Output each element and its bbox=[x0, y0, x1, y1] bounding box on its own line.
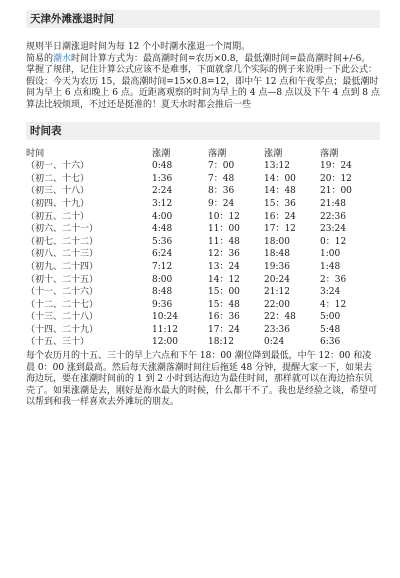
cell-high-tide-2: 20:24 bbox=[264, 274, 290, 285]
cell-lunar-day: （初十、二十五） bbox=[26, 274, 99, 285]
cell-lunar-day: （初三、十八） bbox=[26, 186, 90, 197]
cell-high-tide-2: 21:12 bbox=[264, 287, 290, 298]
cell-lunar-day: （十四、二十九） bbox=[26, 324, 99, 335]
cell-high-tide-1: 11:12 bbox=[152, 324, 178, 335]
table-row bbox=[26, 311, 380, 324]
cell-high-tide-2: 14：48 bbox=[264, 186, 296, 197]
cell-high-tide-2: 18:48 bbox=[264, 249, 290, 260]
cell-low-tide-1: 17：24 bbox=[208, 324, 240, 335]
intro-note-text: 算法比较烦琐，不过还是挺准的！夏天水时都会推后一些 bbox=[26, 99, 252, 110]
header-high-tide-2: 涨潮 bbox=[264, 147, 283, 159]
cell-low-tide-2: 5:48 bbox=[320, 324, 341, 335]
cell-high-tide-2: 14：00 bbox=[264, 173, 296, 184]
cell-low-tide-2: 6:36 bbox=[320, 337, 341, 348]
cell-high-tide-1: 0:48 bbox=[152, 161, 173, 172]
cell-high-tide-1: 7:12 bbox=[152, 261, 173, 272]
cell-low-tide-2: 22:36 bbox=[320, 211, 346, 222]
table-row bbox=[26, 198, 380, 211]
cell-low-tide-2: 3:24 bbox=[320, 287, 341, 298]
cell-low-tide-1: 15：00 bbox=[208, 287, 240, 298]
cell-lunar-day: （初七、二十二） bbox=[26, 236, 99, 247]
cell-high-tide-1: 3:12 bbox=[152, 198, 173, 209]
cell-low-tide-2: 21：00 bbox=[320, 186, 352, 197]
table-row bbox=[26, 223, 380, 236]
cell-high-tide-1: 4:48 bbox=[152, 224, 173, 235]
intro-section bbox=[26, 42, 380, 112]
header-low-tide-2: 落潮 bbox=[320, 147, 339, 159]
cell-low-tide-2: 20：12 bbox=[320, 173, 352, 184]
cell-high-tide-1: 8:48 bbox=[152, 287, 173, 298]
intro-cycle-text: 规则半日潮涨退时间为每 12 个小时潮水涨退一个周期。 bbox=[26, 42, 251, 52]
document-page bbox=[26, 10, 380, 409]
cell-high-tide-2: 0:24 bbox=[264, 337, 285, 348]
intro-example-text: 假设：今天为农历 15，最高潮时间=15×0.8=12，即中午 12 点和午夜零点；最低潮时间为早上 6 点和晚上 6 点。近距离观察的时间为早上的 4 点—8 点以及下午 4 点到 8 点 bbox=[26, 76, 380, 99]
cell-lunar-day: （初二、十七） bbox=[26, 173, 90, 184]
cell-high-tide-2: 13:12 bbox=[264, 161, 290, 172]
cell-high-tide-1: 10:24 bbox=[152, 312, 178, 323]
cell-high-tide-2: 19:36 bbox=[264, 261, 290, 272]
cell-low-tide-2: 0：12 bbox=[320, 236, 347, 247]
cell-high-tide-2: 15：36 bbox=[264, 198, 296, 209]
intro-rule-text: 掌握了规律，记住计算公式应该不是难事，下面就拿几个实际的例子来说明一下此公式： bbox=[26, 65, 378, 76]
cell-low-tide-2: 21:48 bbox=[320, 198, 346, 209]
table-row bbox=[26, 236, 380, 249]
table-row bbox=[26, 286, 380, 299]
cell-high-tide-2: 22:00 bbox=[264, 299, 290, 310]
cell-low-tide-2: 5:00 bbox=[320, 312, 341, 323]
cell-high-tide-1: 1:36 bbox=[152, 173, 173, 184]
cell-low-tide-2: 1:48 bbox=[320, 261, 341, 272]
header-time: 时间 bbox=[26, 147, 45, 159]
tide-link[interactable]: 潮水 bbox=[53, 53, 72, 64]
cell-low-tide-2: 1:00 bbox=[320, 249, 341, 260]
cell-lunar-day: （十二、二十七） bbox=[26, 299, 99, 310]
table-row bbox=[26, 211, 380, 224]
cell-lunar-day: （十五、三十） bbox=[26, 337, 90, 348]
cell-low-tide-1: 18:12 bbox=[208, 337, 234, 348]
cell-low-tide-2: 2：36 bbox=[320, 274, 347, 285]
cell-high-tide-2: 22：48 bbox=[264, 312, 296, 323]
table-row bbox=[26, 261, 380, 274]
header-low-tide-1: 落潮 bbox=[208, 147, 227, 159]
cell-high-tide-1: 6:24 bbox=[152, 249, 173, 260]
section-title-tide-times: 天津外滩涨退时间 bbox=[26, 10, 380, 28]
cell-low-tide-2: 4：12 bbox=[320, 299, 347, 310]
cell-lunar-day: （初四、十九） bbox=[26, 198, 90, 209]
cell-lunar-day: （初五、二十） bbox=[26, 211, 90, 222]
table-row bbox=[26, 274, 380, 287]
tide-timetable bbox=[26, 148, 380, 350]
cell-high-tide-2: 18:00 bbox=[264, 236, 290, 247]
cell-low-tide-1: 15：48 bbox=[208, 299, 240, 310]
table-row bbox=[26, 248, 380, 261]
cell-lunar-day: （初一、十六） bbox=[26, 161, 90, 172]
table-row bbox=[26, 299, 380, 312]
header-high-tide-1: 涨潮 bbox=[152, 147, 171, 159]
cell-lunar-day: （十一、二十六） bbox=[26, 287, 99, 298]
formula-prefix: 简易的 bbox=[26, 53, 54, 64]
formula-suffix: 时间计算方式为：最高潮时间=农历×0.8，最低潮时间=最高潮时间+/-6。 bbox=[71, 53, 371, 64]
table-header-row bbox=[26, 148, 380, 161]
cell-low-tide-2: 19：24 bbox=[320, 161, 352, 172]
cell-low-tide-1: 7：48 bbox=[208, 173, 235, 184]
cell-high-tide-2: 16：24 bbox=[264, 211, 296, 222]
closing-paragraph: 每个农历月的十五、三十的早上六点和下午 18：00 潮位降到最低，中午 12：00 和凌晨 0：00 涨到最高。然后每天涨潮落潮时间往后拖延 48 分钟，提醒大家一下，如果去海边玩，要在涨潮时间前的 1 到 2 小时到达海边为最佳时间，那样就可以在海边拾东贝壳了。如果涨潮是去，刚好是海水最大的时候，什么都干不了。我也是经验之谈，希望可以帮到和我一样喜欢去外滩玩的朋友。 bbox=[26, 351, 378, 408]
cell-low-tide-1: 13：24 bbox=[208, 261, 240, 272]
cell-low-tide-2: 23:24 bbox=[320, 224, 346, 235]
intro-formula-text bbox=[26, 54, 380, 66]
cell-low-tide-1: 12：36 bbox=[208, 249, 240, 260]
cell-high-tide-1: 12:00 bbox=[152, 337, 178, 348]
cell-low-tide-1: 8：36 bbox=[208, 186, 235, 197]
cell-high-tide-1: 9:36 bbox=[152, 299, 173, 310]
table-row bbox=[26, 336, 380, 349]
cell-low-tide-1: 11：00 bbox=[208, 224, 240, 235]
cell-lunar-day: （初六、二十一） bbox=[26, 224, 99, 235]
section-title-timetable: 时间表 bbox=[26, 122, 380, 140]
cell-high-tide-2: 23:36 bbox=[264, 324, 290, 335]
cell-low-tide-1: 7：00 bbox=[208, 161, 235, 172]
table-row bbox=[26, 173, 380, 186]
table-row bbox=[26, 185, 380, 198]
cell-high-tide-1: 8:00 bbox=[152, 274, 173, 285]
table-row bbox=[26, 324, 380, 337]
cell-high-tide-2: 17：12 bbox=[264, 224, 296, 235]
cell-high-tide-1: 2:24 bbox=[152, 186, 173, 197]
cell-low-tide-1: 11：48 bbox=[208, 236, 240, 247]
cell-low-tide-1: 14：12 bbox=[208, 274, 240, 285]
cell-high-tide-1: 4:00 bbox=[152, 211, 173, 222]
cell-low-tide-1: 10：12 bbox=[208, 211, 240, 222]
cell-low-tide-1: 9：24 bbox=[208, 198, 235, 209]
table-row bbox=[26, 160, 380, 173]
cell-lunar-day: （初九、二十四） bbox=[26, 261, 99, 272]
cell-lunar-day: （十三、二十八） bbox=[26, 312, 99, 323]
cell-lunar-day: （初八、二十三） bbox=[26, 249, 99, 260]
cell-high-tide-1: 5:36 bbox=[152, 236, 173, 247]
cell-low-tide-1: 16：36 bbox=[208, 312, 240, 323]
